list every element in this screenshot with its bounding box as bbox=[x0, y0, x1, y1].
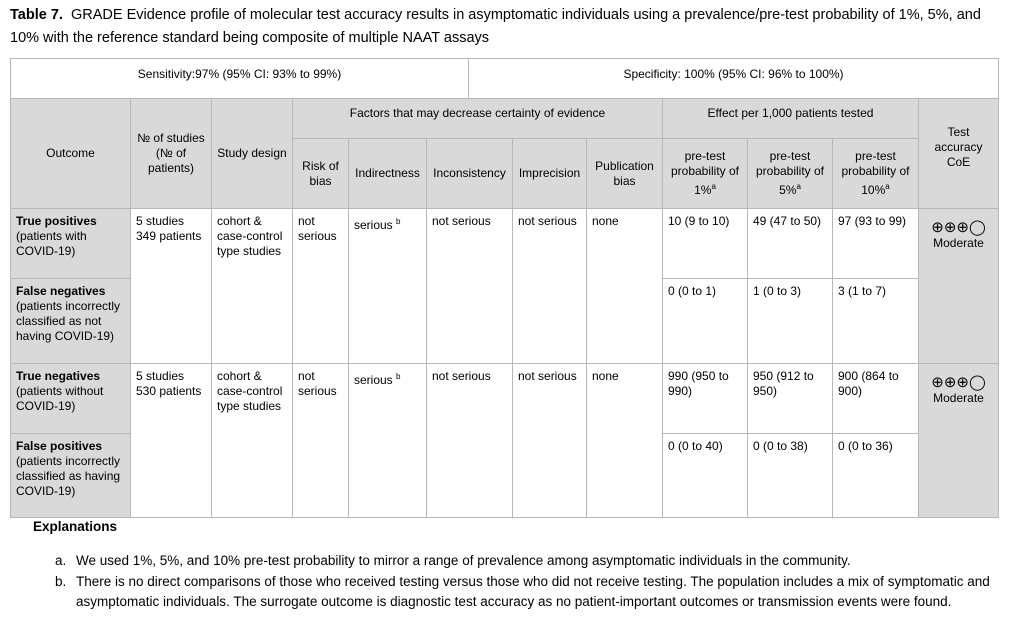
group1-risk: not serious bbox=[293, 209, 349, 364]
outcome-true-negatives: True negatives (patients without COVID-19) bbox=[11, 364, 131, 434]
sensitivity-cell bbox=[11, 59, 469, 99]
certainty-rating-icon: ⊕⊕⊕◯ bbox=[931, 219, 986, 236]
header-risk-of-bias: Risk of bias bbox=[293, 139, 349, 209]
sensitivity-text: Sensitivity:97% (95% CI: 93% to 99%) bbox=[137, 67, 342, 81]
group2-publication: none bbox=[587, 364, 663, 518]
header-test-accuracy-coe: Test accuracy CoE bbox=[919, 99, 999, 209]
group2-risk: not serious bbox=[293, 364, 349, 518]
group2-indirectness: serious $^b$ bbox=[349, 364, 427, 518]
explanations-list bbox=[55, 551, 1005, 613]
footnote-b: b. There is no direct comparisons of those who received testing versus those who did not receive testing. The population includes a mix of symptomatic and asymptomatic individuals. The surrogate outcome is diagnostic test accuracy as no patient-important outcomes or transmission events were found. bbox=[55, 573, 990, 609]
group1-design: cohort & case-control type studies bbox=[212, 209, 293, 364]
fn-pretest-10: 3 (1 to 7) bbox=[833, 279, 919, 364]
certainty-rating-icon: ⊕⊕⊕◯ bbox=[931, 374, 986, 391]
table-caption bbox=[10, 4, 1000, 50]
header-study-design: Study design bbox=[212, 99, 293, 209]
outcome-false-positives: False positives (patients incorrectly classified as having COVID-19) bbox=[11, 434, 131, 518]
header-publication-bias: Publication bias bbox=[587, 139, 663, 209]
group1-indirectness: serious $^b$ bbox=[349, 209, 427, 364]
header-outcome: Outcome bbox=[11, 99, 131, 209]
group1-coe: ⊕⊕⊕◯ Moderate bbox=[919, 209, 999, 364]
group2-studies: 5 studies 530 patients bbox=[131, 364, 212, 518]
header-pretest-1: pre-test probability of 1%$^a$ bbox=[663, 139, 748, 209]
fn-pretest-1: 0 (0 to 1) bbox=[663, 279, 748, 364]
group2-imprecision: not serious bbox=[513, 364, 587, 518]
fp-pretest-5: 0 (0 to 38) bbox=[748, 434, 833, 518]
table-title: GRADE Evidence profile of molecular test accuracy results in asymptomatic individuals using a prevalence/pre-test probability of 1%, 5%, and 10% with the reference standard being composite of multiple NAAT assays bbox=[10, 7, 981, 46]
fn-pretest-5: 1 (0 to 3) bbox=[748, 279, 833, 364]
outcome-false-negatives: False negatives (patients incorrectly classified as not having COVID-19) bbox=[11, 279, 131, 364]
grade-evidence-table bbox=[10, 58, 999, 518]
tn-pretest-10: 900 (864 to 900) bbox=[833, 364, 919, 434]
group2-design: cohort & case-control type studies bbox=[212, 364, 293, 518]
header-pretest-10: pre-test probability of 10%$^a$ bbox=[833, 139, 919, 209]
group1-studies: 5 studies 349 patients bbox=[131, 209, 212, 364]
outcome-true-positives: True positives (patients with COVID-19) bbox=[11, 209, 131, 279]
group2-inconsistency: not serious bbox=[427, 364, 513, 518]
group2-coe: ⊕⊕⊕◯ Moderate bbox=[919, 364, 999, 518]
tp-pretest-5: 49 (47 to 50) bbox=[748, 209, 833, 279]
header-factors: Factors that may decrease certainty of evidence bbox=[293, 99, 663, 139]
group1-inconsistency: not serious bbox=[427, 209, 513, 364]
group1-publication: none bbox=[587, 209, 663, 364]
explanations-heading: Explanations bbox=[33, 519, 118, 534]
fp-pretest-10: 0 (0 to 36) bbox=[833, 434, 919, 518]
group1-imprecision: not serious bbox=[513, 209, 587, 364]
footnote-a: a. We used 1%, 5%, and 10% pre-test probability to mirror a range of prevalence among asymptomatic individuals in the community. bbox=[55, 553, 851, 568]
header-indirectness: Indirectness bbox=[349, 139, 427, 209]
header-studies: № of studies (№ of patients) bbox=[131, 99, 212, 209]
header-effect: Effect per 1,000 patients tested bbox=[663, 99, 919, 139]
header-inconsistency: Inconsistency bbox=[427, 139, 513, 209]
header-pretest-5: pre-test probability of 5%$^a$ bbox=[748, 139, 833, 209]
fp-pretest-1: 0 (0 to 40) bbox=[663, 434, 748, 518]
tp-pretest-1: 10 (9 to 10) bbox=[663, 209, 748, 279]
table-label: Table 7. bbox=[10, 7, 63, 23]
tn-pretest-5: 950 (912 to 950) bbox=[748, 364, 833, 434]
tn-pretest-1: 990 (950 to 990) bbox=[663, 364, 748, 434]
tp-pretest-10: 97 (93 to 99) bbox=[833, 209, 919, 279]
header-imprecision: Imprecision bbox=[513, 139, 587, 209]
specificity-cell bbox=[469, 59, 999, 99]
specificity-text: Specificity: 100% (95% CI: 96% to 100%) bbox=[623, 67, 844, 81]
